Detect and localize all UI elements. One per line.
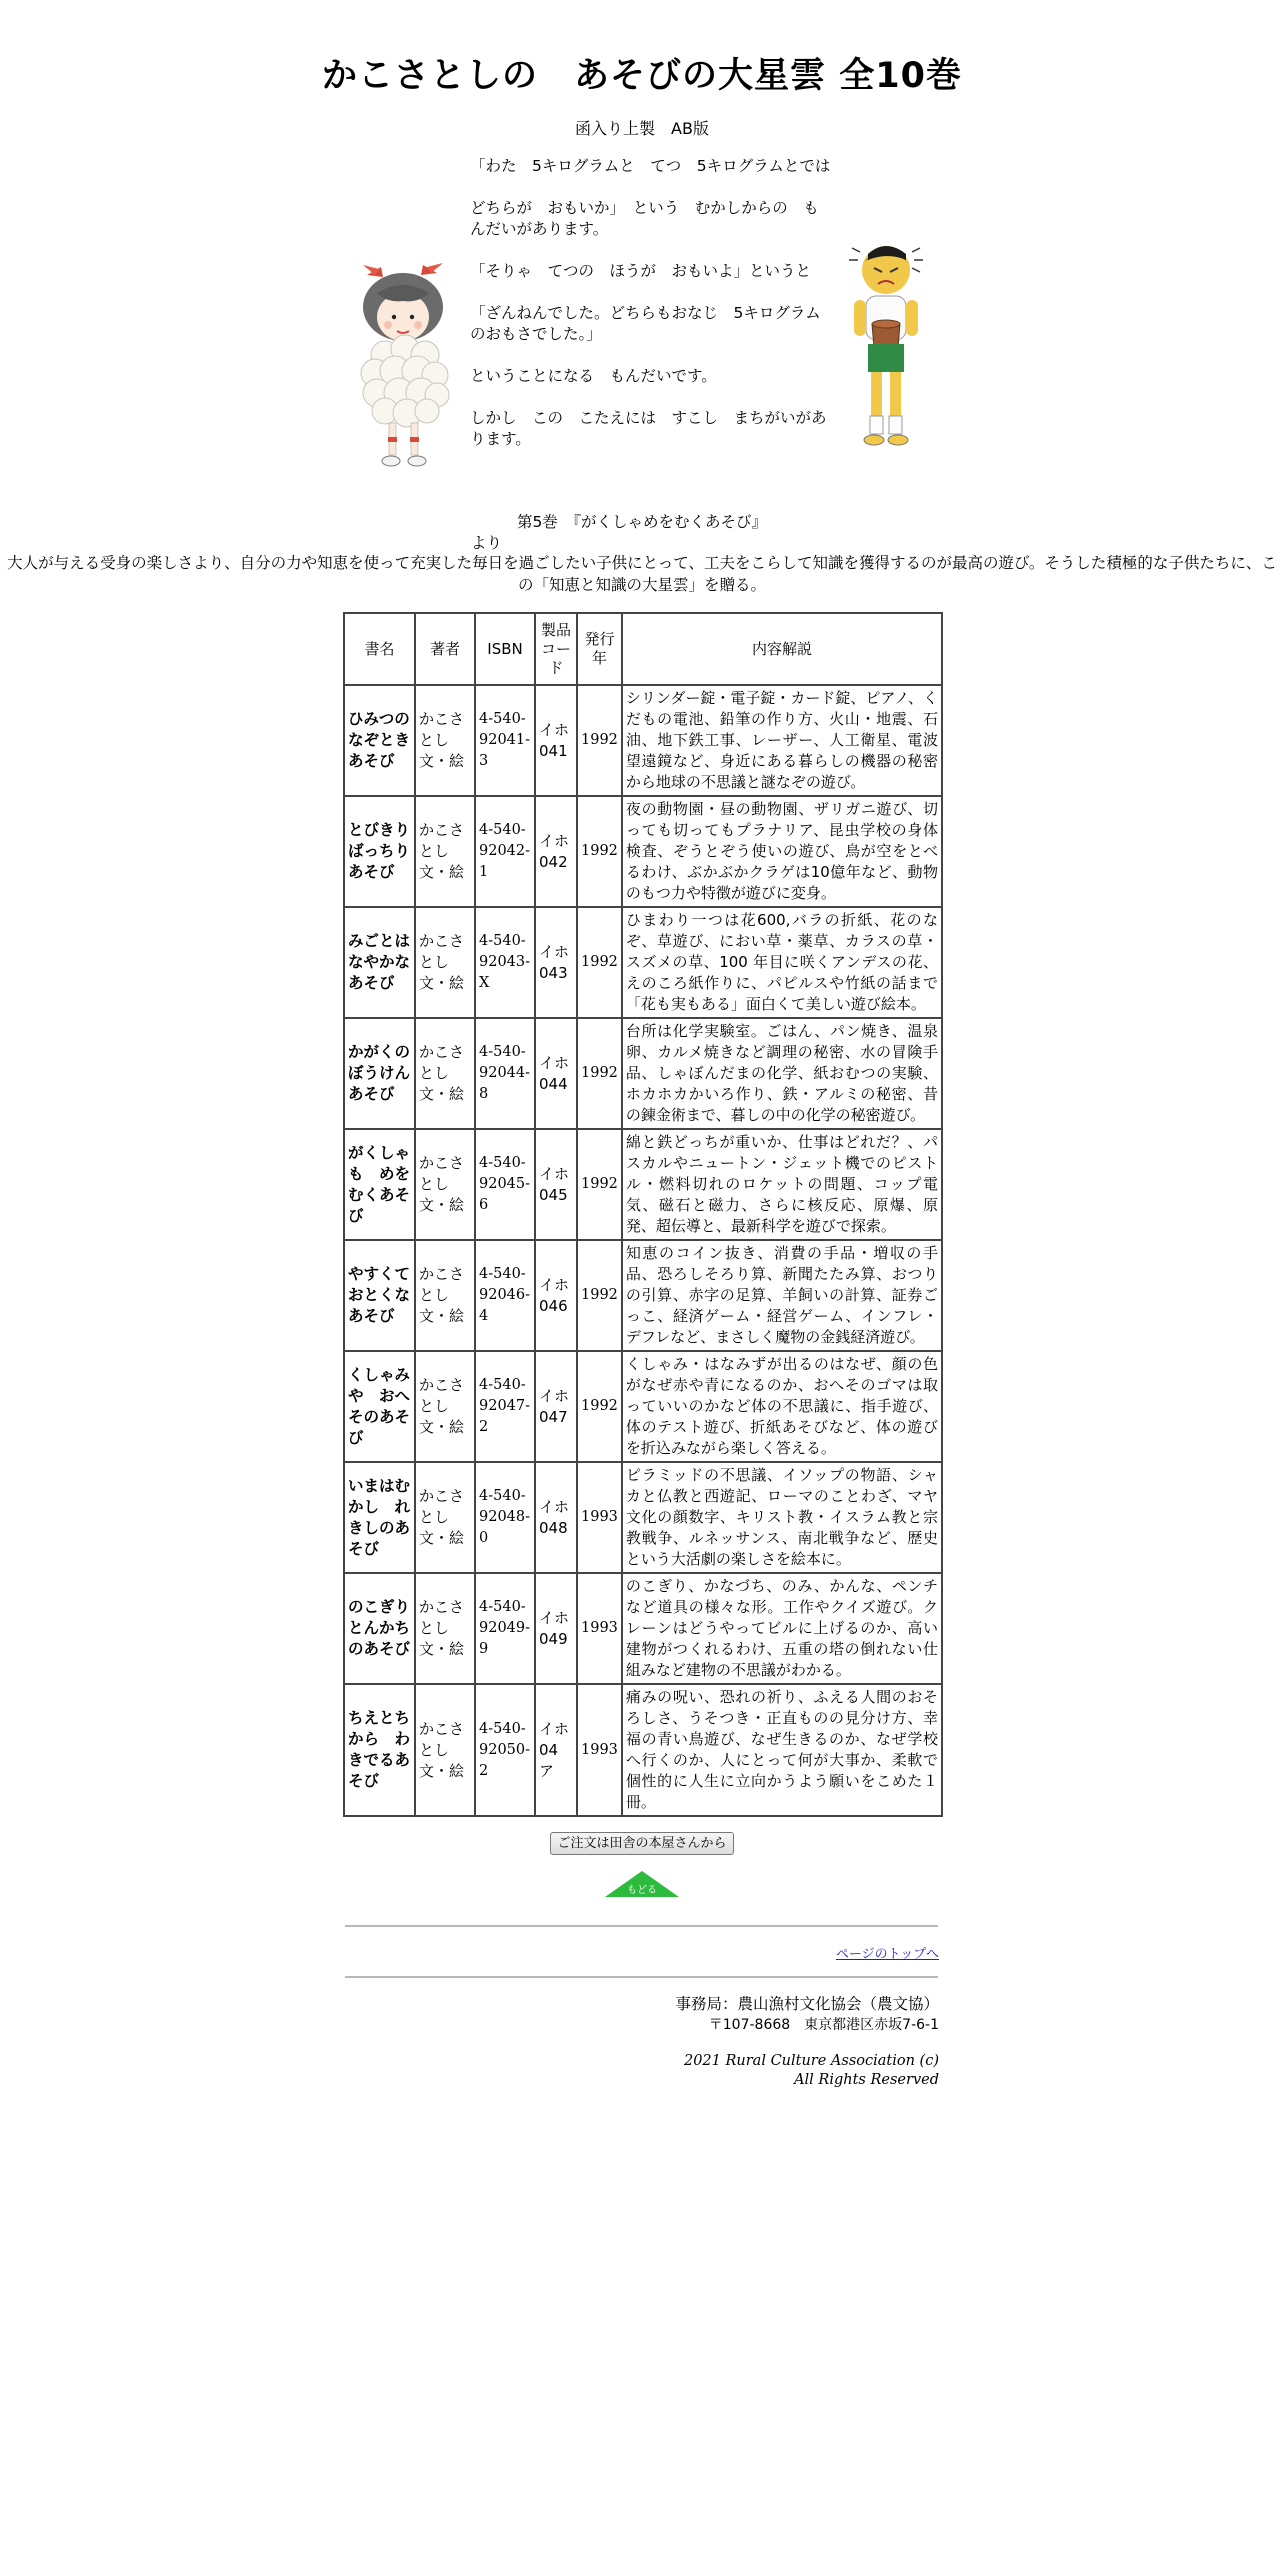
book-author: かこさとし文・絵 [415,907,475,1018]
office-address: 〒107-8668 東京都港区赤坂7-6-1 [708,2017,939,2033]
book-year: 1992 [577,1018,622,1129]
girl-illustration [345,245,465,475]
book-product-code: イホ047 [535,1351,577,1462]
page-top-link[interactable]: ページのトップへ [835,1947,939,1962]
book-description: 夜の動物園・昼の動物園、ザリガニ遊び、切っても切ってもプラナリア、昆虫学校の身体検査、ぞうとぞう使いの遊び、鳥が空をとべるわけ、ぶかぶかクラゲは10億年など、動物のもつ力や特徴が遊びに変身。 [622,796,942,907]
book-product-code: イホ046 [535,1240,577,1351]
table-row [344,907,942,1018]
book-author: かこさとし文・絵 [415,1573,475,1684]
table-row [344,1351,942,1462]
divider [345,1976,938,1978]
divider [345,1925,938,1927]
book-title: とびきりばっちりあそび [344,796,415,907]
format-text: 函入り上製 AB版 [575,119,709,138]
book-isbn: 4-540-92046-4 [475,1240,535,1351]
book-year: 1992 [577,907,622,1018]
intro-paragraph: 「わた 5キログラムと てつ 5キログラムとでは [470,157,831,175]
book-isbn: 4-540-92045-6 [475,1129,535,1240]
table-header-row [344,613,942,685]
book-product-code: イホ049 [535,1573,577,1684]
copyright [684,2052,939,2090]
book-year: 1993 [577,1462,622,1573]
book-description: 綿と鉄どっちが重いか、仕事はどれだ？、パスカルやニュートン・ジェット機でのピストル・燃料切れのロケットの問題、コップ電気、磁石と磁力、さらに核反応、原爆、原発、超伝導と、最新科学を遊びで探索。 [622,1129,942,1240]
table-row [344,1684,942,1816]
book-year: 1993 [577,1573,622,1684]
book-description: のこぎり、かなづち、のみ、かんな、ペンチなど道具の様々な形。工作やクイズ遊び。クレーンはどうやってビルに上げるのか、高い建物がつくれるわけ、五重の塔の倒れない仕組みなど建物の不思議がわかる。 [622,1573,942,1684]
book-author: かこさとし文・絵 [415,1351,475,1462]
book-title: ひみつのなぞときあそび [344,685,415,796]
book-title: かがくのぼうけんあそび [344,1018,415,1129]
header-description: 内容解説 [622,613,942,685]
office-name: 事務局：農山漁村文化協会（農文協） [675,1995,939,2013]
book-author: かこさとし文・絵 [415,1018,475,1129]
book-isbn: 4-540-92044-8 [475,1018,535,1129]
book-description: ひまわり一つは花600,バラの折紙、花のなぞ、草遊び、におい草・薬草、カラスの草・スズメの草、100 年目に咲くアンデスの花、えのころ紙作りに、パピルスや竹紙の話まで「花も実もある」面白くて美しい遊び絵本。 [622,907,942,1018]
header-title: 書名 [344,613,415,685]
back-button-label: もどる [627,1885,657,1896]
book-product-code: イホ043 [535,907,577,1018]
book-author: かこさとし文・絵 [415,796,475,907]
book-isbn: 4-540-92047-2 [475,1351,535,1462]
book-description: ピラミッドの不思議、イソップの物語、シャカと仏教と西遊記、ローマのことわざ、マヤ文化の顔数字、キリスト教・イスラム教と宗教戦争、ルネッサンス、南北戦争など、歴史という大活劇の楽しさを絵本に。 [622,1462,942,1573]
book-description: 知恵のコイン抜き、消費の手品・増収の手品、恐ろしそろり算、新聞たたみ算、おつりの引算、赤字の足算、羊飼いの計算、証券ごっこ、経済ゲーム・経営ゲーム、インフレ・デフレなど、まさしく魔物の金銭経済遊び。 [622,1240,942,1351]
book-title: いまはむかし れきしのあそび [344,1462,415,1573]
book-year: 1992 [577,1240,622,1351]
book-title: のこぎりとんかちのあそび [344,1573,415,1684]
book-title: がくしゃも めをむくあそび [344,1129,415,1240]
book-author: かこさとし文・絵 [415,1684,475,1816]
table-row [344,1240,942,1351]
table-row [344,796,942,907]
table-row [344,685,942,796]
series-summary: 大人が与える受身の楽しさより、自分の力や知恵を使って充実した毎日を過ごしたい子供にとって、工夫をこらして知識を獲得するのが最高の遊び。そうした積極的な子供たちに、この「知恵と知識の大星雲」を贈る。 [7,554,1277,594]
header-isbn: ISBN [475,613,535,685]
book-title: ちえとちから わきでるあそび [344,1684,415,1816]
header-year: 発行年 [577,613,622,685]
intro-text [470,156,832,471]
book-isbn: 4-540-92041-3 [475,685,535,796]
book-title: くしゃみや おへそのあそび [344,1351,415,1462]
header-product-code: 製品コード [535,613,577,685]
book-description: シリンダー錠・電子錠・カード錠、ピアノ、くだもの電池、鉛筆の作り方、火山・地震、石油、地下鉄工事、レーザー、人工衛星、電波望遠鏡など、身近にある暮らしの機器の秘密から地球の不思議と謎なぞの遊び。 [622,685,942,796]
book-isbn: 4-540-92050-2 [475,1684,535,1816]
order-button[interactable]: ご注文は田舎の本屋さんから [550,1832,734,1855]
intro-paragraph: 「ざんねんでした。どちらもおなじ 5キログラムのおもさでした。」 [470,304,821,343]
intro-paragraph: しかし この こたえには すこし まちがいがあります。 [470,409,827,448]
table-row [344,1462,942,1573]
table-row [344,1573,942,1684]
book-product-code: イホ042 [535,796,577,907]
intro-paragraph: ということになる もんだいです。 [470,367,717,385]
book-title: やすくておとくなあそび [344,1240,415,1351]
page-title: かこさとしの あそびの大星雲 全10巻 [322,56,962,96]
book-product-code: イホ041 [535,685,577,796]
book-isbn: 4-540-92048-0 [475,1462,535,1573]
book-table [343,612,943,1817]
book-author: かこさとし文・絵 [415,685,475,796]
header-author: 著者 [415,613,475,685]
book-year: 1992 [577,1129,622,1240]
book-year: 1992 [577,685,622,796]
book-isbn: 4-540-92043-X [475,907,535,1018]
book-product-code: イホ048 [535,1462,577,1573]
book-product-code: イホ04ア [535,1684,577,1816]
book-isbn: 4-540-92042-1 [475,796,535,907]
copyright-line: 2021 Rural Culture Association (c) [683,2053,939,2069]
table-row [344,1018,942,1129]
book-product-code: イホ045 [535,1129,577,1240]
book-product-code: イホ044 [535,1018,577,1129]
intro-paragraph: 「そりゃ てつの ほうが おもいよ」というと [470,262,812,280]
book-description: 痛みの呪い、恐れの祈り、ふえる人間のおそろしさ、うそつき・正直ものの見分け方、幸福の青い鳥遊び、なぜ生きるのか、なぜ学校へ行くのか、人にとって何が大事か、柔軟で個性的に人生に立向かうよう願いをこめた１冊。 [622,1684,942,1816]
book-description: くしゃみ・はなみずが出るのはなぜ、顔の色がなぜ赤や青になるのか、おへそのゴマは取っていいのかなど体の不思議に、指手遊び、体のテスト遊び、折紙あそびなど、体の遊びを折込みながら楽しく答える。 [622,1351,942,1462]
yori-text: より [471,534,503,552]
volume-line: 第5巻 『がくしゃめをむくあそび』 [516,513,768,531]
book-author: かこさとし文・絵 [415,1462,475,1573]
book-year: 1992 [577,796,622,907]
book-description: 台所は化学実験室。ごはん、パン焼き、温泉卵、カルメ焼きなど調理の秘密、水の冒険手品、しゃぼんだまの化学、紙おむつの実験、ホカホカかいろ作り、鉄・アルミの秘密、昔の錬金術まで、暮しの中の化学の秘密遊び。 [622,1018,942,1129]
book-title: みごとはなやかなあそび [344,907,415,1018]
copyright-line: All Rights Reserved [794,2072,939,2088]
boy-illustration [838,240,938,465]
back-button[interactable] [604,1870,680,1898]
book-author: かこさとし文・絵 [415,1129,475,1240]
book-isbn: 4-540-92049-9 [475,1573,535,1684]
table-row [344,1129,942,1240]
book-year: 1992 [577,1351,622,1462]
intro-paragraph: どちらが おもいか」 という むかしからの もんだいがあります。 [470,199,819,238]
book-year: 1993 [577,1684,622,1816]
book-author: かこさとし文・絵 [415,1240,475,1351]
